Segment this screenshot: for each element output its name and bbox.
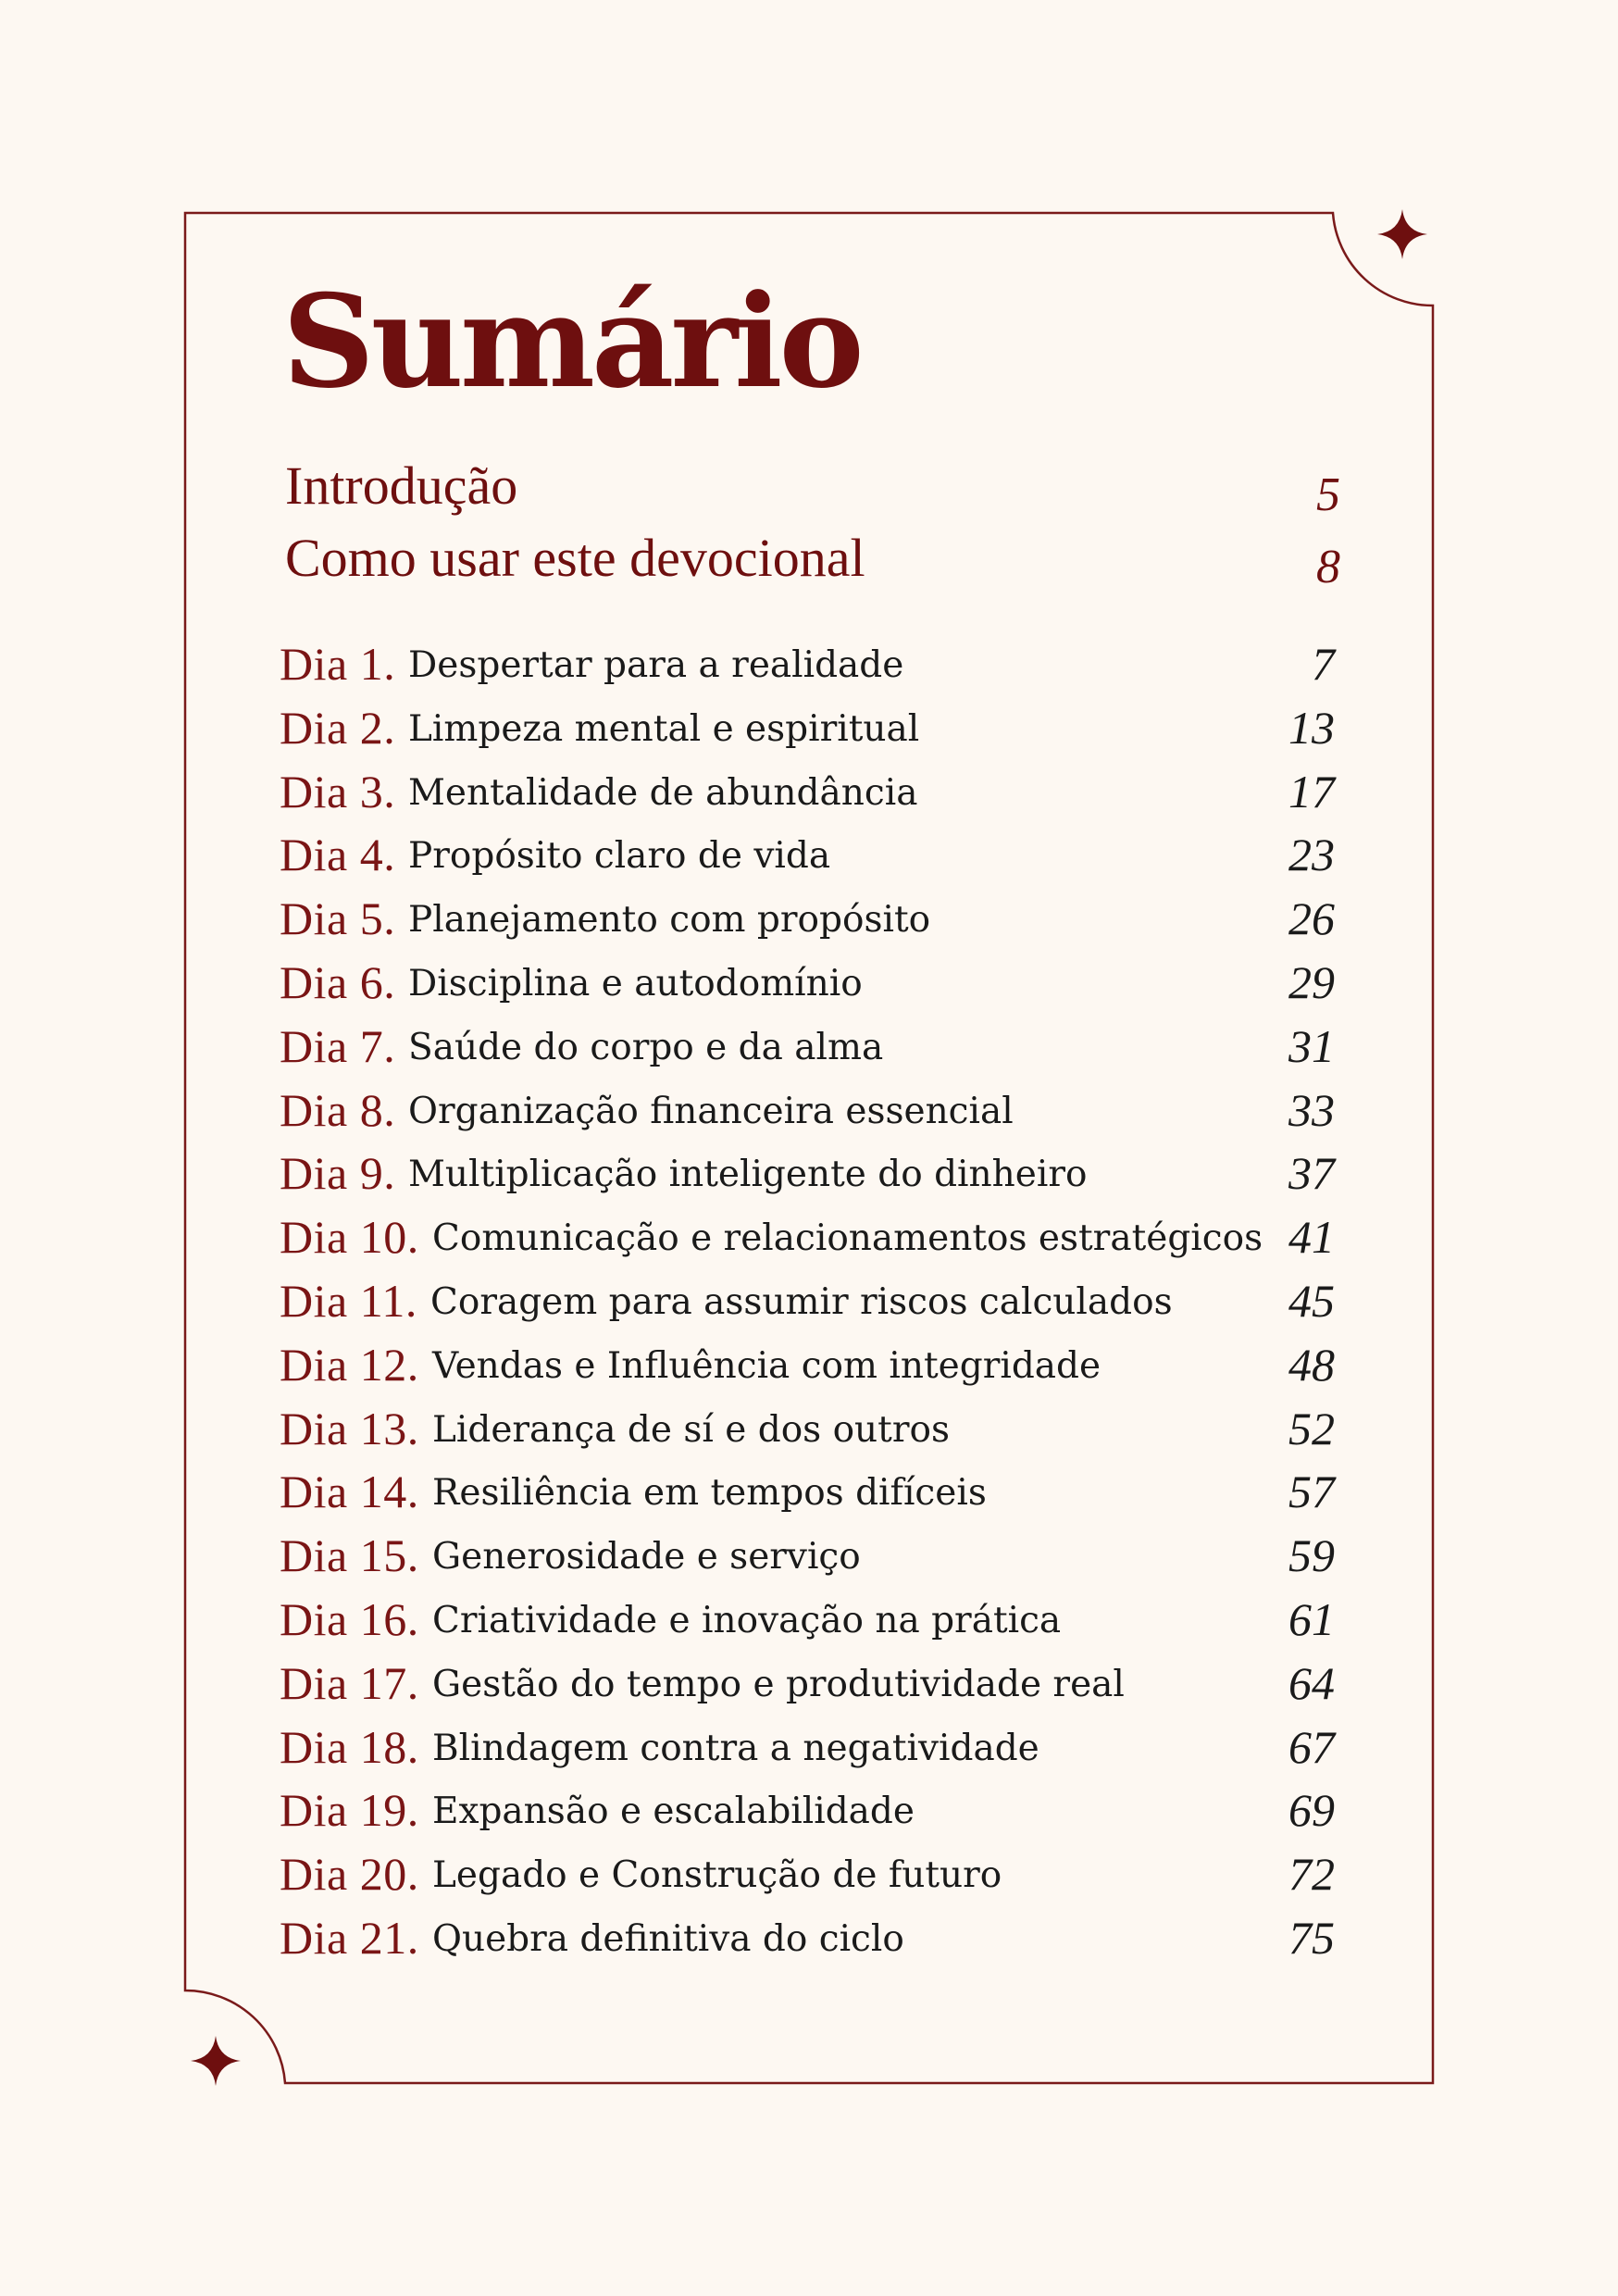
toc-entry-day: Dia 6. xyxy=(280,956,396,1008)
toc-entry-title: Despertar para a realidade xyxy=(408,644,904,686)
toc-entry-day: Dia 18. xyxy=(280,1720,419,1773)
toc-entry-page: 75 xyxy=(1288,1912,1335,1964)
toc-entry-day: Dia 2. xyxy=(280,701,396,754)
toc-entry-title: Limpeza mental e espiritual xyxy=(408,707,920,750)
page-title: Sumário xyxy=(282,266,861,417)
toc-entry-page: 64 xyxy=(1288,1656,1335,1709)
intro-entry-page: 5 xyxy=(1316,468,1340,521)
toc-entry-title: Resiliência em tempos difíceis xyxy=(432,1472,987,1515)
toc-entry-page: 37 xyxy=(1288,1147,1335,1200)
toc-entry-page: 29 xyxy=(1288,956,1335,1008)
toc-entry-day: Dia 4. xyxy=(280,829,396,881)
toc-entry-page: 13 xyxy=(1288,701,1335,754)
toc-entry-page: 69 xyxy=(1288,1784,1335,1837)
toc-entry-page: 61 xyxy=(1288,1593,1335,1645)
toc-entry[interactable] xyxy=(280,1842,1335,1905)
toc-entry-title: Expansão e escalabilidade xyxy=(432,1791,915,1833)
toc-entry-day: Dia 9. xyxy=(280,1147,396,1200)
toc-entry[interactable] xyxy=(280,1205,1335,1268)
toc-entry-title: Multiplicação inteligente do dinheiro xyxy=(408,1154,1088,1196)
toc-entry-page: 59 xyxy=(1288,1529,1335,1582)
toc-entry-title: Planejamento com propósito xyxy=(408,899,931,942)
toc-entry-page: 17 xyxy=(1288,765,1335,817)
toc-entry-day: Dia 16. xyxy=(280,1593,419,1645)
toc-entry[interactable] xyxy=(280,632,1335,695)
sparkle-icon xyxy=(1377,209,1427,259)
toc-entry-day: Dia 19. xyxy=(280,1784,419,1837)
toc-entry-title: Quebra definitiva do ciclo xyxy=(432,1918,904,1960)
toc-entry[interactable] xyxy=(280,823,1335,886)
toc-entry-page: 52 xyxy=(1288,1402,1335,1454)
toc-entry-title: Disciplina e autodomínio xyxy=(408,963,863,1004)
toc-entry-page: 31 xyxy=(1288,1019,1335,1072)
toc-entry-day: Dia 1. xyxy=(280,638,396,690)
toc-entry-page: 67 xyxy=(1288,1720,1335,1773)
toc-entry-page: 45 xyxy=(1288,1275,1335,1327)
toc-entry-day: Dia 17. xyxy=(280,1656,419,1709)
toc-entry-day: Dia 5. xyxy=(280,892,396,945)
intro-entry-label: Introdução xyxy=(285,455,518,516)
toc-entry-title: Saúde do corpo e da alma xyxy=(408,1026,884,1068)
toc-entry-title: Criatividade e inovação na prática xyxy=(432,1600,1062,1641)
toc-entry-page: 72 xyxy=(1288,1848,1335,1901)
sparkle-icon xyxy=(191,2036,241,2086)
toc-entry[interactable] xyxy=(280,1778,1335,1841)
intro-entry-page: 8 xyxy=(1316,541,1340,593)
toc-entry-title: Comunicação e relacionamentos estratégicos xyxy=(432,1217,1263,1260)
toc-entry[interactable] xyxy=(280,1524,1335,1587)
toc-entry[interactable] xyxy=(280,1269,1335,1332)
toc-entry-day: Dia 14. xyxy=(280,1466,419,1518)
toc-entry-day: Dia 13. xyxy=(280,1402,419,1454)
toc-entry[interactable] xyxy=(280,1588,1335,1651)
toc-entry[interactable] xyxy=(280,696,1335,759)
toc-entry[interactable] xyxy=(280,1652,1335,1715)
toc-entry[interactable] xyxy=(280,1716,1335,1778)
toc-entry[interactable] xyxy=(280,1015,1335,1078)
toc-entry[interactable] xyxy=(280,1333,1335,1396)
toc-entry-day: Dia 11. xyxy=(280,1275,417,1327)
intro-entry-label: Como usar este devocional xyxy=(285,528,865,588)
toc-entry-page: 7 xyxy=(1312,638,1335,690)
toc-entry[interactable] xyxy=(280,1906,1335,1969)
toc-entry-day: Dia 3. xyxy=(280,765,396,817)
toc-entry-title: Mentalidade de abundância xyxy=(408,771,918,814)
toc-entry-title: Gestão do tempo e produtividade real xyxy=(432,1663,1125,1705)
toc-entry[interactable] xyxy=(280,951,1335,1014)
toc-entry-title: Vendas e Influência com integridade xyxy=(432,1344,1101,1387)
toc-entry[interactable] xyxy=(280,760,1335,823)
toc-entry[interactable] xyxy=(280,1142,1335,1204)
toc-entry-title: Blindagem contra a negatividade xyxy=(432,1727,1039,1769)
toc-entry-day: Dia 20. xyxy=(280,1848,419,1901)
toc-entry-day: Dia 12. xyxy=(280,1338,419,1391)
toc-entry-title: Propósito claro de vida xyxy=(408,835,831,878)
toc-entry-day: Dia 7. xyxy=(280,1019,396,1072)
toc-entry-day: Dia 10. xyxy=(280,1211,419,1264)
toc-entry[interactable] xyxy=(280,1079,1335,1142)
toc-entry-page: 57 xyxy=(1288,1466,1335,1518)
toc-entry-title: Organização financeira essencial xyxy=(408,1090,1014,1132)
toc-entry-page: 23 xyxy=(1288,829,1335,881)
toc-entry-page: 41 xyxy=(1288,1211,1335,1264)
toc-entry-title: Generosidade e serviço xyxy=(432,1536,861,1578)
toc-entry-page: 33 xyxy=(1288,1083,1335,1136)
toc-entry-day: Dia 15. xyxy=(280,1529,419,1582)
toc-entry-title: Liderança de sí e dos outros xyxy=(432,1408,950,1451)
toc-entry-page: 48 xyxy=(1288,1338,1335,1391)
intro-entry[interactable] xyxy=(285,526,1340,591)
toc-entry[interactable] xyxy=(280,1397,1335,1460)
toc-entry-day: Dia 21. xyxy=(280,1912,419,1964)
toc-entry-page: 26 xyxy=(1288,892,1335,945)
toc-entry[interactable] xyxy=(280,887,1335,950)
intro-entry[interactable] xyxy=(285,454,1340,521)
toc-entry[interactable] xyxy=(280,1460,1335,1523)
toc-entry-title: Coragem para assumir riscos calculados xyxy=(430,1281,1173,1323)
toc-entry-day: Dia 8. xyxy=(280,1083,396,1136)
toc-entry-title: Legado e Construção de futuro xyxy=(432,1854,1002,1897)
